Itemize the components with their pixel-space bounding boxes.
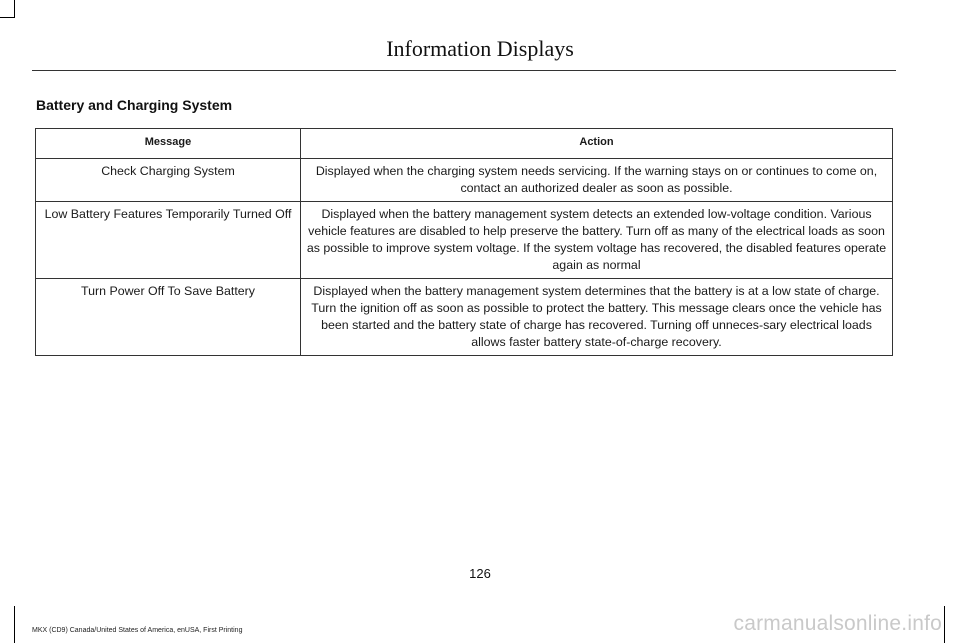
table-row (36, 159, 893, 202)
crop-mark-top-left-horizontal (0, 17, 15, 18)
watermark: carmanualsonline.info (733, 612, 942, 635)
footer-edition-text: MKX (CD9) Canada/United States of America, enUSA, First Printing (32, 627, 243, 634)
column-header-action: Action (301, 129, 893, 159)
page-title: Information Displays (386, 36, 574, 61)
message-cell: Low Battery Features Temporarily Turned Off (36, 202, 301, 279)
table-header-row (36, 129, 893, 159)
section-heading: Battery and Charging System (36, 97, 233, 113)
page-number: 126 (469, 566, 491, 581)
message-cell: Check Charging System (36, 159, 301, 202)
action-cell: Displayed when the battery management system detects an extended low-voltage condition. Various vehicle features are disabled to help preserve the battery. Turn off as many of the electrical loads as soon as possible to improve system voltage. If the system voltage has recovered, the disabled features operate again as normal (301, 202, 893, 279)
header-divider (32, 70, 896, 71)
column-header-message: Message (36, 129, 301, 159)
crop-mark-bottom-right-vertical (944, 606, 945, 643)
table-row (36, 202, 893, 279)
crop-mark-top-left-vertical (14, 0, 15, 18)
action-cell: Displayed when the battery management system determines that the battery is at a low state of charge. Turn the ignition off as soon as possible to protect the battery. This message clears once the vehicle has been started and the battery state of charge has recovered. Turning off unneces-sary electrical loads allows faster battery state-of-charge recovery. (301, 279, 893, 356)
message-cell: Turn Power Off To Save Battery (36, 279, 301, 356)
messages-table (35, 128, 893, 356)
table-row (36, 279, 893, 356)
action-cell: Displayed when the charging system needs servicing. If the warning stays on or continues to come on, contact an authorized dealer as soon as possible. (301, 159, 893, 202)
crop-mark-bottom-left-vertical (14, 606, 15, 643)
